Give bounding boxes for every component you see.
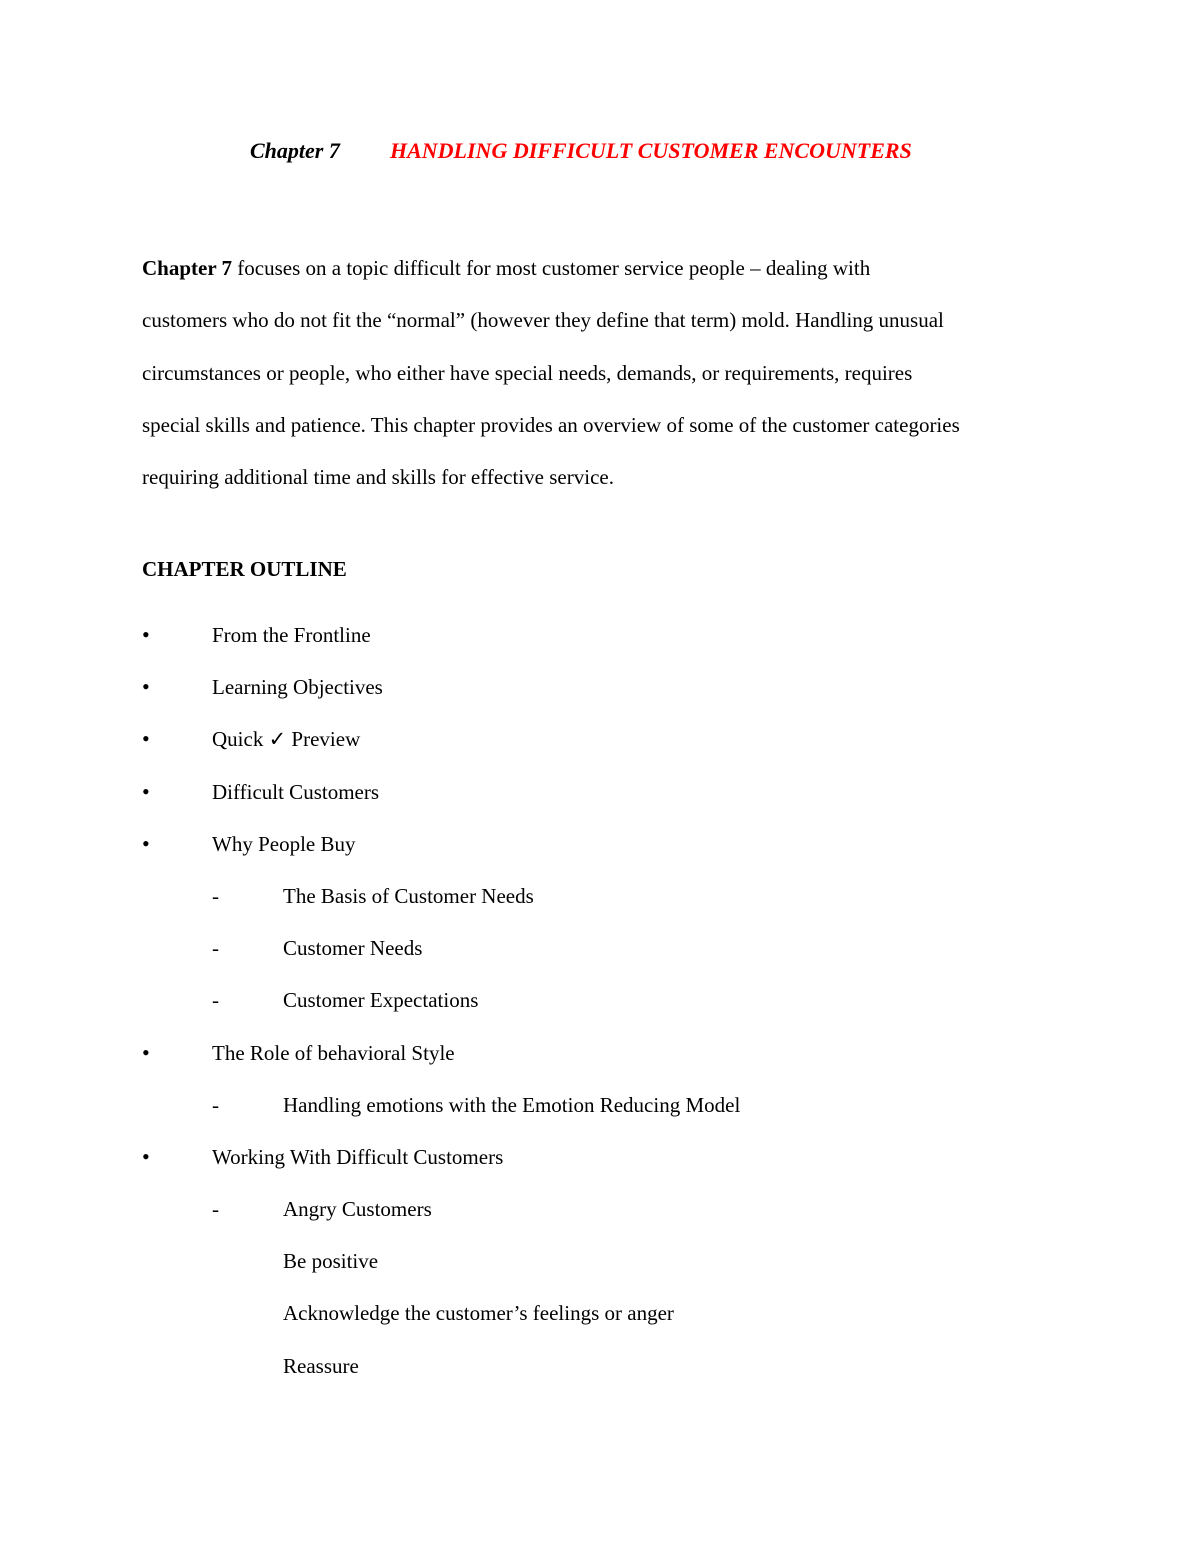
bullet-icon: • bbox=[142, 674, 150, 700]
bullet-icon: • bbox=[142, 778, 150, 804]
chapter-label: Chapter 7 bbox=[250, 138, 340, 163]
outline-item-text: From the Frontline bbox=[212, 623, 371, 647]
bullet-icon: • bbox=[142, 1039, 150, 1065]
bullet-icon: • bbox=[142, 1143, 150, 1169]
dash-icon: - bbox=[212, 883, 219, 908]
outline-item bbox=[142, 1079, 1042, 1131]
dash-icon: - bbox=[212, 1197, 219, 1222]
intro-paragraph bbox=[142, 242, 1072, 503]
bullet-icon: • bbox=[142, 622, 150, 647]
outline-item-text: Be positive bbox=[283, 1249, 379, 1274]
outline-item-text: Working With Difficult Customers bbox=[212, 1144, 504, 1169]
bullet-icon: • bbox=[142, 726, 150, 752]
outline-item-text: Quick ✓ Preview bbox=[212, 727, 361, 752]
outline-item-text: Reassure bbox=[283, 1353, 359, 1378]
outline-item-text: Why People Buy bbox=[212, 831, 356, 856]
outline-item bbox=[142, 661, 1042, 713]
outline-item-text: Difficult Customers bbox=[212, 779, 380, 804]
intro-line-3: circumstances or people, who either have special needs, demands, or requirements, requires bbox=[142, 360, 913, 385]
intro-line-2: customers who do not fit the “normal” (however they define that term) mold. Handling unusual bbox=[142, 308, 944, 333]
bullet-icon: • bbox=[142, 830, 150, 856]
outline-heading: CHAPTER OUTLINE bbox=[142, 557, 347, 581]
outline-item-text: Customer Expectations bbox=[283, 988, 479, 1013]
intro-line-1-text: focuses on a topic difficult for most customer service people – dealing with bbox=[232, 256, 871, 280]
outline-list bbox=[142, 609, 1042, 1392]
outline-item-text: Customer Needs bbox=[283, 936, 423, 961]
outline-item bbox=[142, 818, 1042, 870]
outline-item bbox=[142, 766, 1042, 818]
outline-item bbox=[142, 1183, 1042, 1235]
outline-item bbox=[142, 1235, 1042, 1287]
outline-item bbox=[142, 1027, 1042, 1079]
outline-item-text: Acknowledge the customer’s feelings or anger bbox=[283, 1301, 674, 1326]
outline-item bbox=[142, 609, 1042, 661]
dash-icon: - bbox=[212, 988, 219, 1013]
outline-item-text: Angry Customers bbox=[283, 1197, 432, 1222]
outline-item bbox=[142, 870, 1042, 922]
chapter-title: HANDLING DIFFICULT CUSTOMER ENCOUNTERS bbox=[390, 138, 912, 163]
dash-icon: - bbox=[212, 936, 219, 961]
intro-line-1 bbox=[142, 242, 1072, 294]
outline-item-text: The Basis of Customer Needs bbox=[283, 883, 534, 908]
dash-icon: - bbox=[212, 1092, 219, 1117]
outline-item bbox=[142, 713, 1042, 765]
outline-item-text: The Role of behavioral Style bbox=[212, 1040, 455, 1065]
intro-lead-bold: Chapter 7 bbox=[142, 256, 233, 280]
outline-item bbox=[142, 1340, 1042, 1392]
intro-line-4: special skills and patience. This chapter provides an overview of some of the customer categories bbox=[142, 412, 960, 437]
outline-item-text: Learning Objectives bbox=[212, 675, 383, 700]
chapter-title-line bbox=[250, 138, 912, 164]
outline-item bbox=[142, 922, 1042, 974]
outline-item-text: Handling emotions with the Emotion Reducing Model bbox=[283, 1092, 741, 1117]
intro-line-5: requiring additional time and skills for effective service. bbox=[142, 465, 614, 490]
outline-item bbox=[142, 974, 1042, 1026]
outline-item bbox=[142, 1287, 1042, 1339]
outline-item bbox=[142, 1131, 1042, 1183]
